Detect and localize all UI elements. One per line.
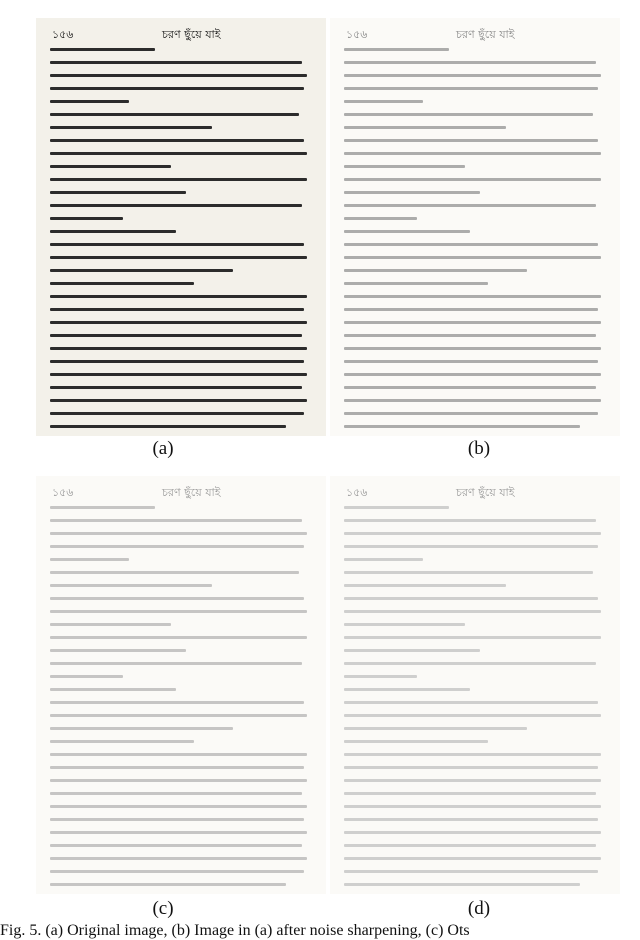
page-number: ১৫৬ xyxy=(52,486,74,499)
panel-label-b: (b) xyxy=(467,438,491,459)
text-block xyxy=(50,48,312,428)
page-header xyxy=(346,484,604,499)
running-head: চরণ ছুঁয়ে যাই xyxy=(456,28,515,41)
page-image-sharpened xyxy=(330,18,620,436)
page-image-original xyxy=(36,18,326,436)
panel-label-c: (c) xyxy=(152,898,174,919)
page-header xyxy=(52,484,310,499)
page-image-binarized xyxy=(330,476,620,894)
running-head: চরণ ছুঁয়ে যাই xyxy=(162,486,221,499)
page-image-otsu xyxy=(36,476,326,894)
panel-label-a: (a) xyxy=(152,438,174,459)
text-block xyxy=(50,506,312,886)
figure-caption: Fig. 5. (a) Original image, (b) Image in (a) after noise sharpening, (c) Ots xyxy=(0,922,470,939)
page-number: ১৫৬ xyxy=(346,486,368,499)
page-header xyxy=(346,26,604,41)
text-block xyxy=(344,506,606,886)
running-head: চরণ ছুঁয়ে যাই xyxy=(162,28,221,41)
page-header xyxy=(52,26,310,41)
page-number: ১৫৬ xyxy=(346,28,368,41)
panel-label-d: (d) xyxy=(467,898,491,919)
running-head: চরণ ছুঁয়ে যাই xyxy=(456,486,515,499)
page-number: ১৫৬ xyxy=(52,28,74,41)
text-block xyxy=(344,48,606,428)
